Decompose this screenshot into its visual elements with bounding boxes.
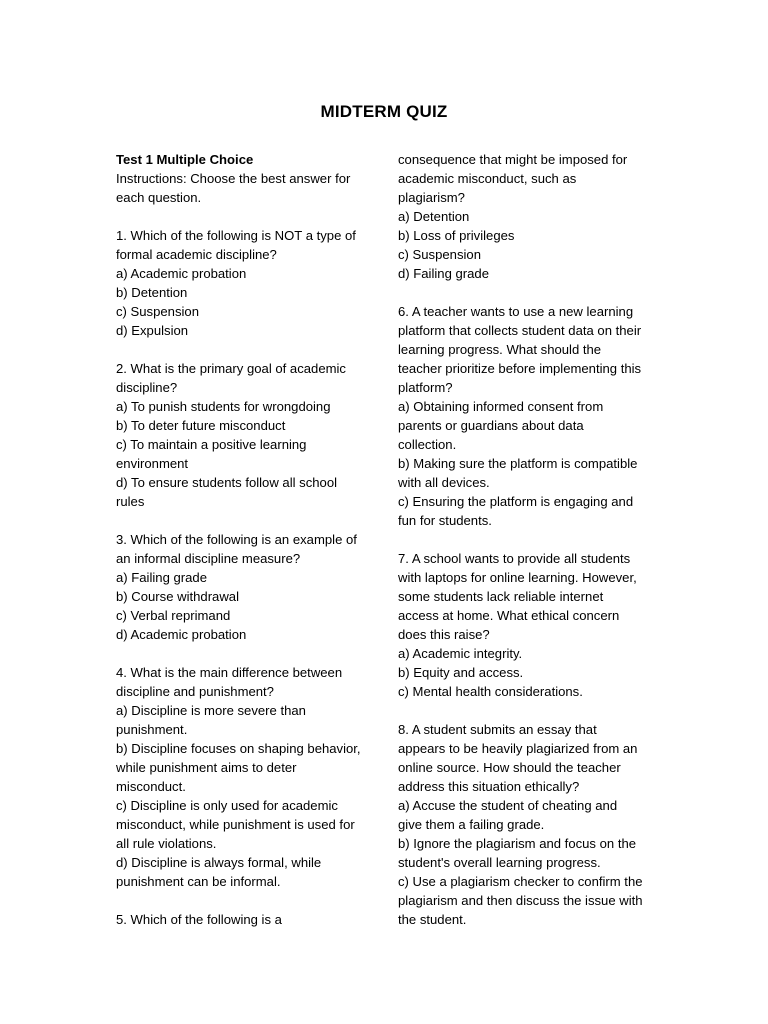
text-line: appears to be heavily plagiarized from an [398,741,638,756]
text-line: c) Suspension [116,304,199,319]
text-line: rules [116,494,145,509]
text-line: all rule violations. [116,836,217,851]
text-line: d) Academic probation [116,627,247,642]
text-line: b) Discipline focuses on shaping behavior, [116,741,361,756]
text-line: 4. What is the main difference between [116,665,343,680]
right-column [398,150,660,929]
text-line: 8. A student submits an essay that [398,722,597,737]
text-line: collection. [398,437,457,452]
text-line: 5. Which of the following is a [116,912,282,927]
text-line: some students lack reliable internet [398,589,604,604]
text-line: d) Failing grade [398,266,489,281]
text-line: 2. What is the primary goal of academic [116,361,346,376]
text-line: 3. Which of the following is an example of [116,532,357,547]
text-line: d) To ensure students follow all school [116,475,338,490]
text-line: misconduct, while punishment is used for [116,817,355,832]
blank-line [116,891,378,910]
text-line: c) Ensuring the platform is engaging and [398,494,634,509]
text-line: c) Suspension [398,247,481,262]
document-title: MIDTERM QUIZ [320,102,448,121]
text-line: a) Failing grade [116,570,207,585]
blank-line [398,530,660,549]
text-line: each question. [116,190,202,205]
blank-line [116,340,378,359]
text-line: access at home. What ethical concern [398,608,620,623]
text-line: student's overall learning progress. [398,855,601,870]
text-line: the student. [398,912,467,927]
text-line: teacher prioritize before implementing this [398,361,642,376]
text-line: fun for students. [398,513,492,528]
blank-line [398,283,660,302]
text-line: discipline? [116,380,178,395]
text-line: b) Making sure the platform is compatible [398,456,638,471]
text-line: Instructions: Choose the best answer for [116,171,351,186]
left-column [116,150,378,929]
text-line: b) Equity and access. [398,665,524,680]
text-line: a) Detention [398,209,470,224]
text-line: a) Discipline is more severe than [116,703,306,718]
text-line: a) Academic probation [116,266,247,281]
text-line: while punishment aims to deter [116,760,297,775]
blank-line [116,207,378,226]
section-heading: Test 1 Multiple Choice [116,152,254,167]
text-line: b) Ignore the plagiarism and focus on the [398,836,637,851]
text-line: c) Discipline is only used for academic [116,798,338,813]
text-line: plagiarism? [398,190,465,205]
text-line: b) Detention [116,285,188,300]
text-line: a) Academic integrity. [398,646,523,661]
blank-line [398,701,660,720]
text-line: a) To punish students for wrongdoing [116,399,331,414]
text-line: address this situation ethically? [398,779,580,794]
text-line: d) Expulsion [116,323,189,338]
text-line: 6. A teacher wants to use a new learning [398,304,634,319]
text-line: b) To deter future misconduct [116,418,286,433]
text-line: plagiarism and then discuss the issue with [398,893,643,908]
text-line: 7. A school wants to provide all students [398,551,631,566]
text-line: academic misconduct, such as [398,171,577,186]
blank-line [116,644,378,663]
text-line: misconduct. [116,779,186,794]
text-line: punishment. [116,722,188,737]
text-line: platform? [398,380,453,395]
text-line: discipline and punishment? [116,684,274,699]
text-line: consequence that might be imposed for [398,152,628,167]
text-line: platform that collects student data on their [398,323,642,338]
text-line: d) Discipline is always formal, while [116,855,322,870]
text-line: learning progress. What should the [398,342,602,357]
text-line: an informal discipline measure? [116,551,301,566]
text-line: a) Accuse the student of cheating and [398,798,618,813]
text-line: online source. How should the teacher [398,760,621,775]
text-line: environment [116,456,189,471]
text-line: with laptops for online learning. However, [398,570,637,585]
text-line: b) Course withdrawal [116,589,239,604]
text-line: give them a failing grade. [398,817,545,832]
text-line: with all devices. [398,475,490,490]
text-line: c) Use a plagiarism checker to confirm the [398,874,643,889]
text-line: c) Verbal reprimand [116,608,231,623]
text-line: 1. Which of the following is NOT a type of [116,228,356,243]
text-line: punishment can be informal. [116,874,281,889]
text-line: c) Mental health considerations. [398,684,583,699]
text-line: b) Loss of privileges [398,228,515,243]
blank-line [116,511,378,530]
text-line: formal academic discipline? [116,247,277,262]
text-line: does this raise? [398,627,490,642]
text-line: parents or guardians about data [398,418,584,433]
text-line: c) To maintain a positive learning [116,437,307,452]
text-line: a) Obtaining informed consent from [398,399,604,414]
